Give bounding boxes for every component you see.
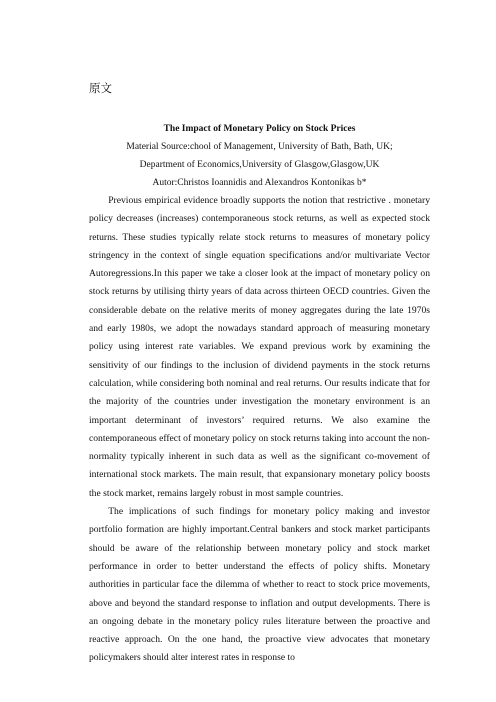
section-heading: 原文 [89,81,112,95]
article-title: The Impact of Monetary Policy on Stock Prices [163,124,356,134]
source-line: Material Source:chool of Management, University of Bath, Bath, UK; [126,142,393,152]
paragraph: The implications of such findings for monetary policy making and investor portfolio formation are highly important.Central bankers and stock market participants should be aware of the relationship between monetary policy and stock market performance in order to better understand the effects of policy shifts. Monetary authorities in particular face the dilemma of whether to react to stock price movements, above and beyond the standard response to inflation and output developments. There is an ongoing debate in the monetary policy rules literature between the proactive and reactive approach. On the one hand, the proactive view advocates that monetary policymakers should alter interest rates in response to [89,506,430,664]
authors-line: Autor:Christos Ioannidis and Alexandros Kontonikas b* [152,178,367,188]
paragraph: Previous empirical evidence broadly supports the notion that restrictive . monetary policy decreases (increases) contemporaneous stock returns, as well as expected stock returns. These studies typically relate stock returns to measures of monetary policy stringency in the context of single equation specifications and/or multivariate Vector Autoregressions.In this paper we take a closer look at the impact of monetary policy on stock returns by utilising thirty years of data across thirteen OECD countries. Given the considerable debate on the relative merits of money aggregates during the late 1970s and early 1980s, we adopt the nowadays standard approach of measuring monetary policy using interest rate variables. We expand previous work by examining the sensitivity of our findings to the inclusion of dividend payments in the stock returns calculation, while considering both nominal and real returns. Our results indicate that for the majority of the countries under investigation the monetary environment is an important determinant of investors’ required returns. We also examine the contemporaneous effect of monetary policy on stock returns taking into account the non-normality typically inherent in such data as well as the significant co-movement of international stock markets. The main result, that expansionary monetary policy boosts the stock market, remains largely robust in most sample countries. [89,195,431,499]
department-line: Department of Economics,University of Glasgow,Glasgow,UK [139,160,380,170]
article-body [89,120,430,668]
